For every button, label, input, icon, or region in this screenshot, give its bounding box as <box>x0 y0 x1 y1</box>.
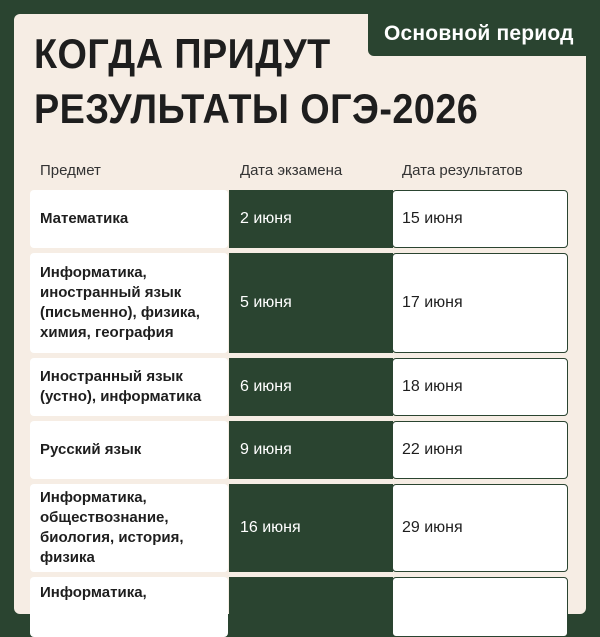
exam-date-cell <box>229 484 393 572</box>
exam-date-cell <box>229 190 393 248</box>
table-row <box>30 190 568 248</box>
table-row <box>30 484 568 572</box>
result-date-cell <box>392 190 568 248</box>
column-header-subject: Предмет <box>40 162 101 179</box>
table-row <box>30 253 568 353</box>
column-header-exam-date: Дата экзамена <box>240 162 343 179</box>
subject-text: Иностранный язык (устно), информатика <box>40 368 202 405</box>
exam-date-text: 9 июня <box>240 441 292 458</box>
subject-text: Информатика, <box>40 584 147 601</box>
result-date-text: 17 июня <box>402 294 463 311</box>
column-header-result-date: Дата результатов <box>402 162 523 179</box>
page-title-line-2: РЕЗУЛЬТАТЫ ОГЭ-2026 <box>34 85 479 132</box>
page-title-line-1: КОГДА ПРИДУТ <box>34 30 331 77</box>
table-row <box>30 421 568 479</box>
result-date-cell <box>392 358 568 416</box>
table-row <box>30 577 568 637</box>
result-date-cell <box>392 577 568 637</box>
table-row <box>30 358 568 416</box>
subject-cell <box>30 253 228 353</box>
exam-date-cell <box>229 577 393 637</box>
exam-date-cell <box>229 253 393 353</box>
result-date-cell <box>392 421 568 479</box>
subject-cell <box>30 577 228 637</box>
result-date-text: 29 июня <box>402 519 463 536</box>
subject-text: Русский язык <box>40 441 142 458</box>
exam-date-text: 6 июня <box>240 378 292 395</box>
period-badge-label: Основной период <box>384 22 574 45</box>
result-date-cell <box>392 253 568 353</box>
result-date-text: 22 июня <box>402 441 463 458</box>
result-date-text: 15 июня <box>402 210 463 227</box>
subject-cell <box>30 190 228 248</box>
subject-text: Информатика, иностранный язык (письменно), физика, химия, география <box>40 264 200 341</box>
subject-cell <box>30 358 228 416</box>
subject-text: Информатика, обществознание, биология, история, физика <box>40 489 184 566</box>
exam-date-text: 16 июня <box>240 519 301 536</box>
exam-date-text: 5 июня <box>240 294 292 311</box>
exam-date-text: 2 июня <box>240 210 292 227</box>
subject-cell <box>30 484 228 572</box>
exam-date-cell <box>229 358 393 416</box>
subject-cell <box>30 421 228 479</box>
result-date-text: 18 июня <box>402 378 463 395</box>
exam-date-cell <box>229 421 393 479</box>
result-date-cell <box>392 484 568 572</box>
subject-text: Математика <box>40 210 129 227</box>
